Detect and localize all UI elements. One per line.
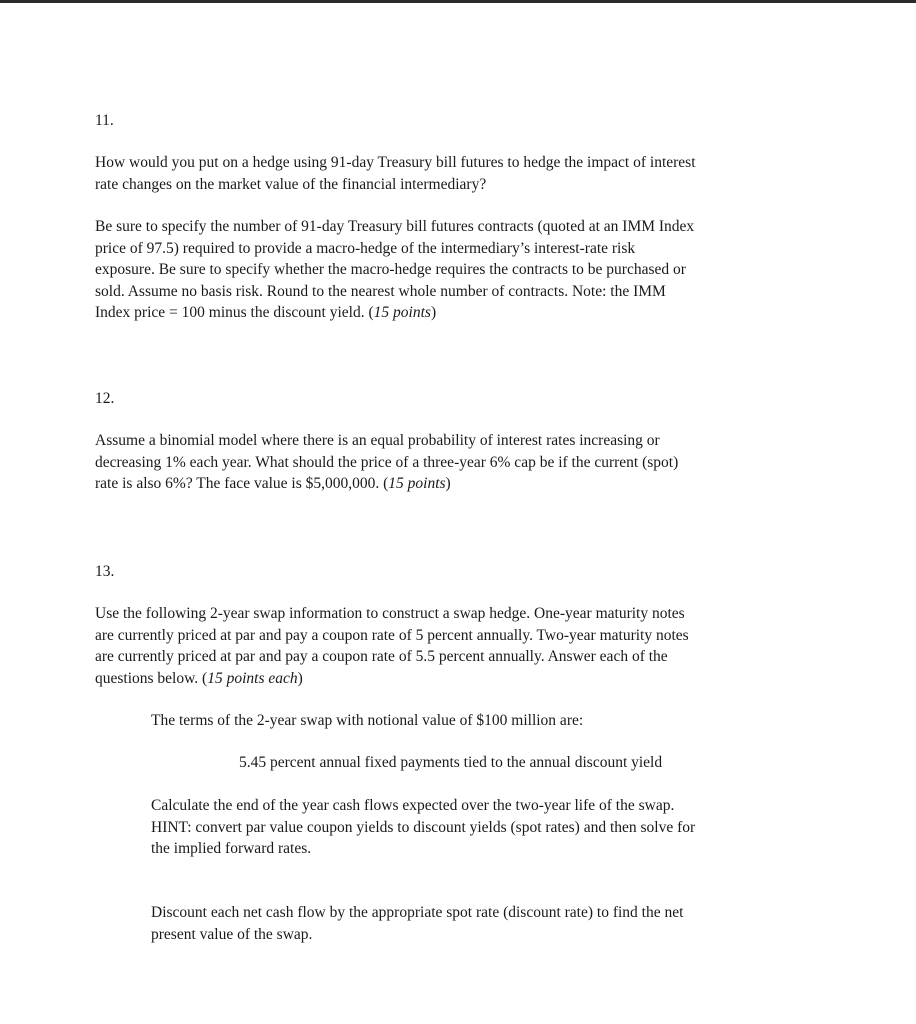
text-line: price of 97.5) required to provide a macro-hedge of the intermediary’s interest-rate risk bbox=[95, 239, 636, 257]
text-line: HINT: convert par value coupon yields to discount yields (spot rates) and then solve for bbox=[151, 818, 696, 836]
text-line: How would you put on a hedge using 91-day Treasury bill futures to hedge the impact of interest bbox=[95, 154, 696, 171]
text-line: present value of the swap. bbox=[151, 925, 313, 943]
text-segment: ) bbox=[445, 475, 451, 492]
question-12-prompt bbox=[95, 430, 835, 495]
text-line: Calculate the end of the year cash flows expected over the two-year life of the swap. bbox=[151, 797, 675, 814]
question-13-prompt bbox=[95, 603, 835, 689]
question-11-number: 11. bbox=[95, 112, 114, 129]
text-line-with-points bbox=[95, 473, 835, 495]
text-line: Assume a binomial model where there is an equal probability of interest rates increasing or bbox=[95, 432, 660, 449]
text-line-with-points bbox=[95, 668, 835, 690]
text-segment: Index price = 100 minus the discount yield. ( bbox=[95, 304, 374, 321]
text-line: are currently priced at par and pay a coupon rate of 5 percent annually. Two-year maturity notes bbox=[95, 626, 689, 644]
text-line: rate changes on the market value of the financial intermediary? bbox=[95, 175, 487, 193]
question-13-number: 13. bbox=[95, 563, 115, 580]
question-13-part-b bbox=[151, 902, 831, 945]
text-segment: ) bbox=[430, 304, 437, 321]
text-line: are currently priced at par and pay a coupon rate of 5.5 percent annually. Answer each of the bbox=[95, 648, 668, 665]
swap-terms-intro bbox=[151, 710, 831, 732]
text-line: exposure. Be sure to specify whether the macro-hedge requires the contracts to be purchased or bbox=[95, 261, 686, 278]
text-line: Discount each net cash flow by the appropriate spot rate (discount rate) to find the net bbox=[151, 904, 684, 921]
points-label: 15 points each bbox=[207, 669, 298, 687]
question-11-instructions bbox=[95, 216, 835, 324]
text-line: the implied forward rates. bbox=[151, 840, 312, 857]
question-12-number: 12. bbox=[95, 390, 115, 407]
text-line: Use the following 2-year swap information to construct a swap hedge. One-year maturity notes bbox=[95, 605, 685, 622]
text-line-with-points bbox=[95, 302, 835, 324]
text-line: decreasing 1% each year. What should the price of a three-year 6% cap be if the current (spot) bbox=[95, 453, 679, 471]
swap-terms-detail: 5.45 percent annual fixed payments tied to the annual discount yield bbox=[239, 754, 663, 771]
text-line: Be sure to specify the number of 91-day Treasury bill futures contracts (quoted at an IMM Index bbox=[95, 218, 695, 235]
text-line: sold. Assume no basis risk. Round to the nearest whole number of contracts. Note: the IMM bbox=[95, 282, 666, 300]
text-segment: ) bbox=[297, 669, 303, 687]
question-13-part-a bbox=[151, 795, 831, 860]
points-label: 15 points bbox=[388, 475, 446, 492]
text-line: The terms of the 2-year swap with notional value of $100 million are: bbox=[151, 712, 584, 729]
points-label: 15 points bbox=[373, 304, 431, 321]
text-segment: questions below. ( bbox=[95, 669, 208, 687]
text-segment: rate is also 6%? The face value is $5,000,000. ( bbox=[95, 475, 389, 492]
question-11-prompt bbox=[95, 152, 835, 195]
